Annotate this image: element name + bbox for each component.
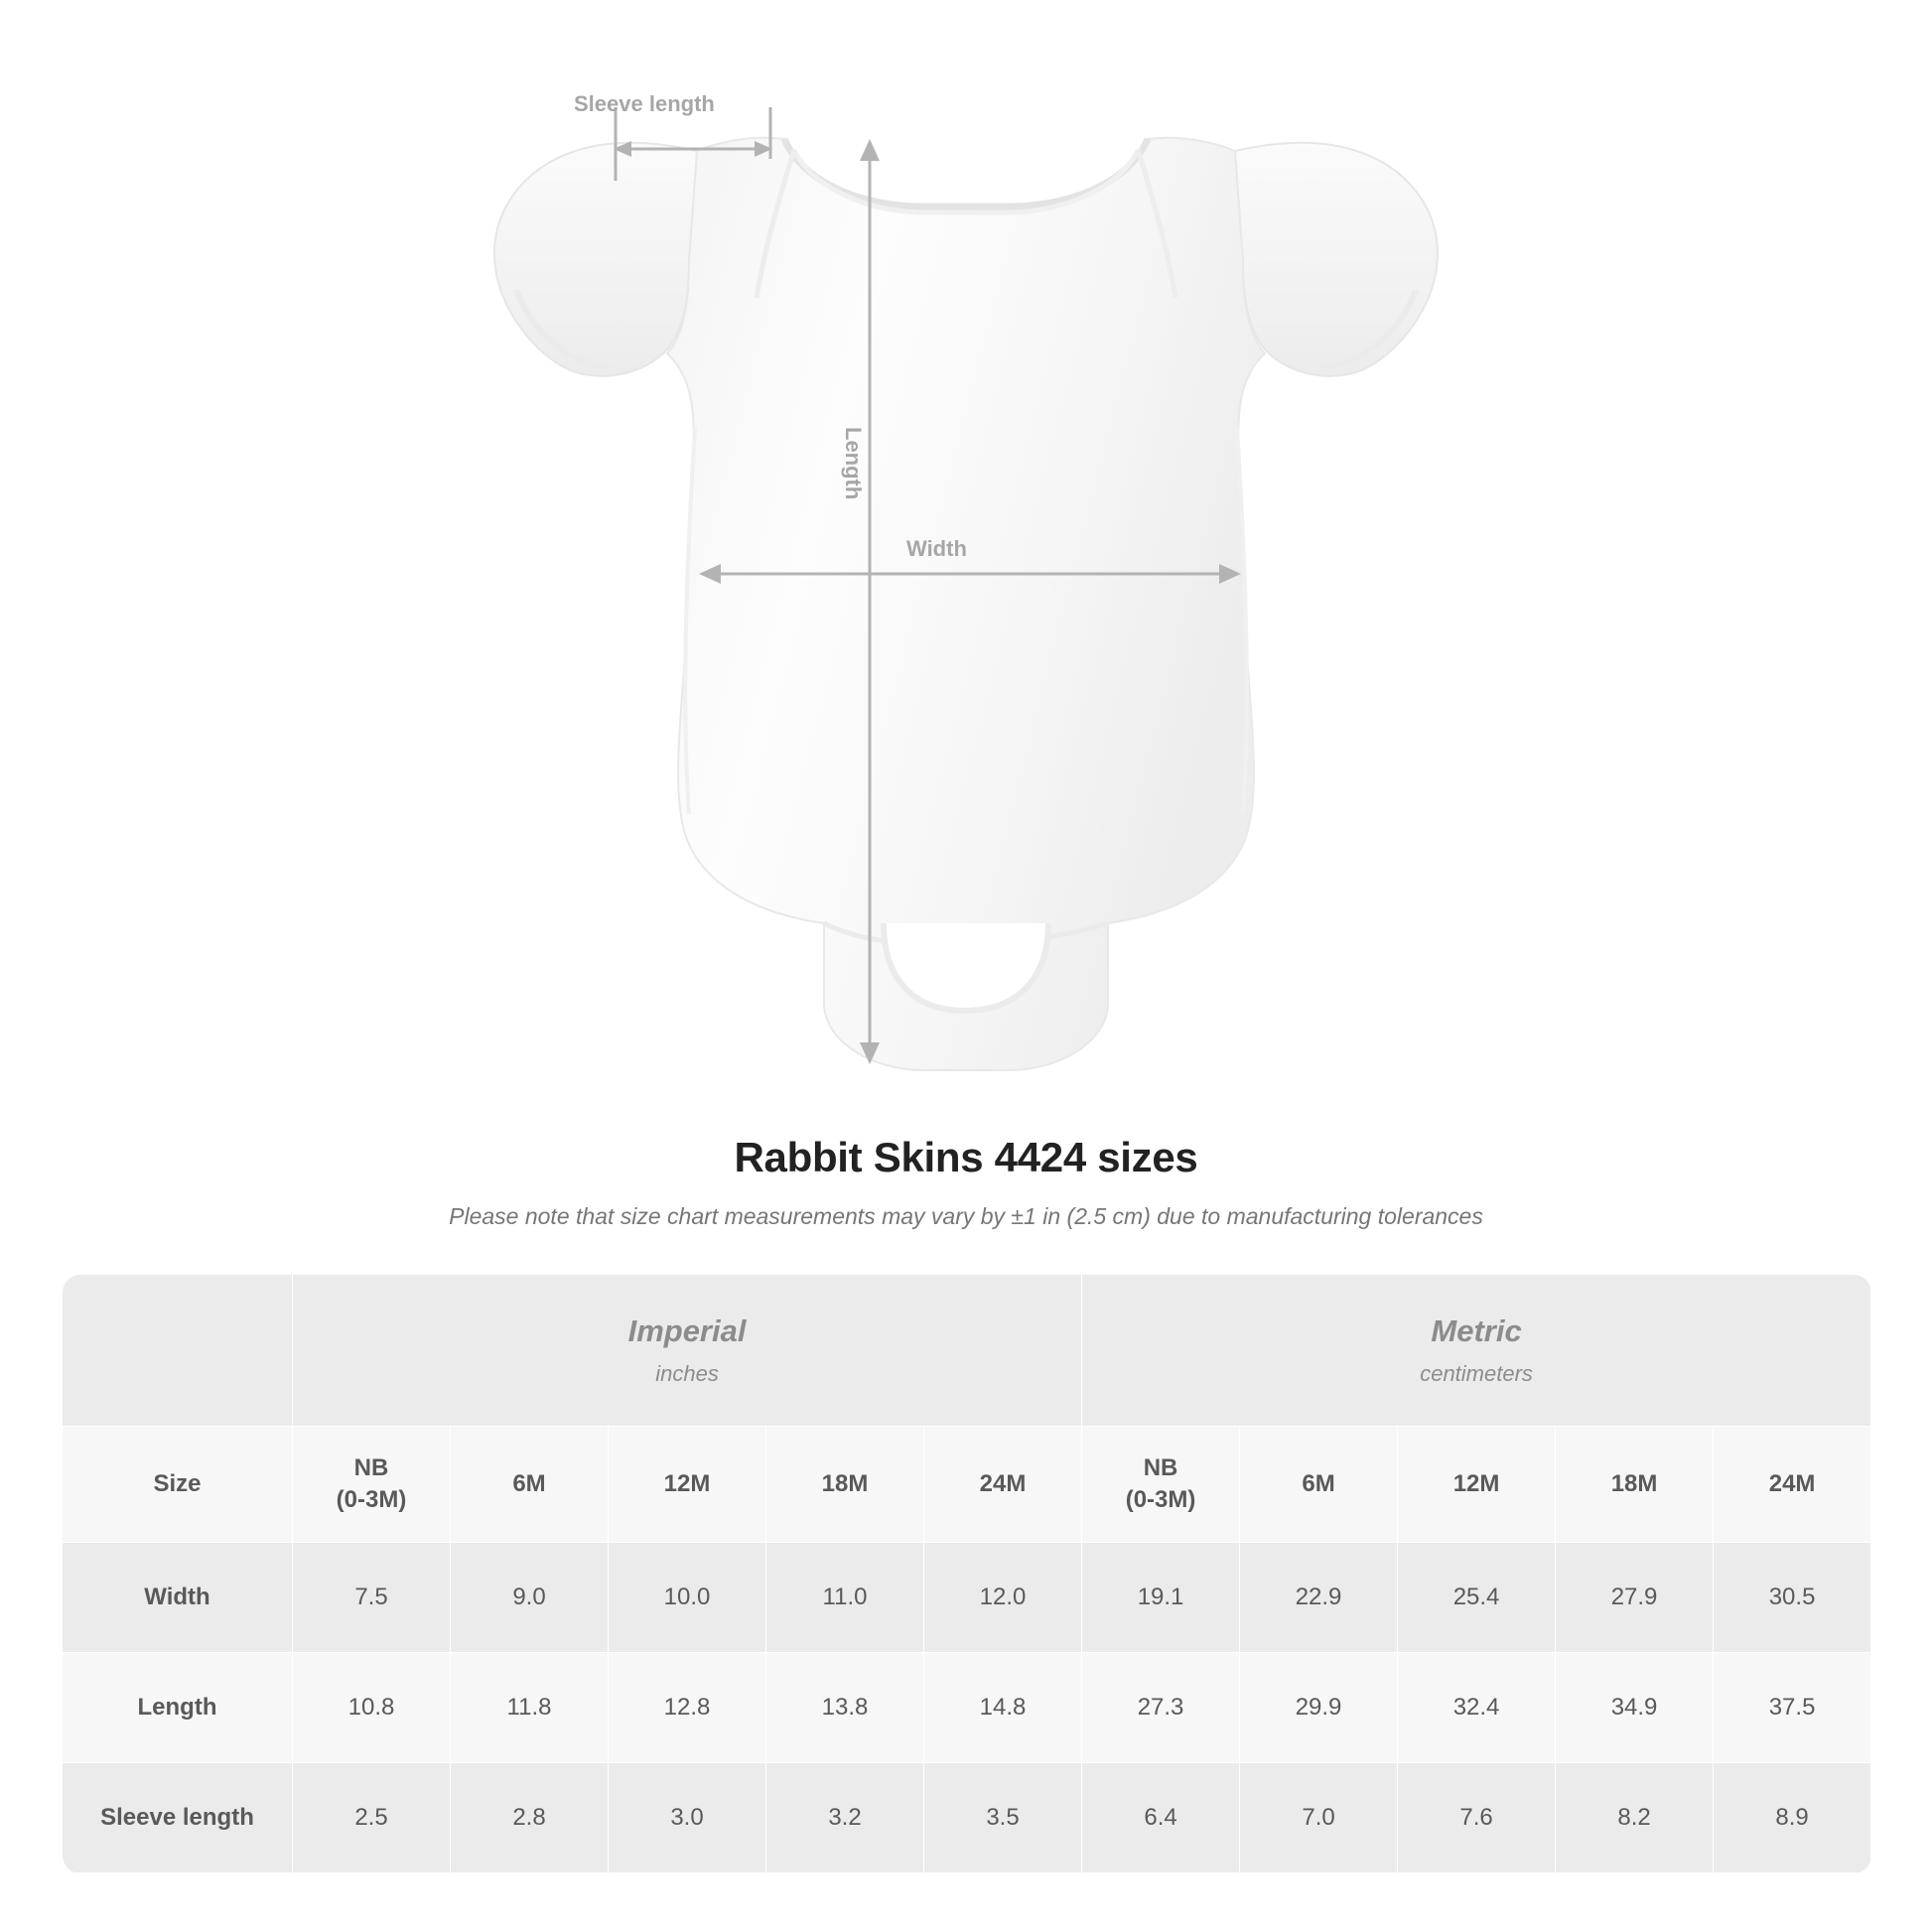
column-header-line1: NB <box>1143 1453 1178 1481</box>
row-label-sleeve-length: Sleeve length <box>63 1763 293 1873</box>
unit-group-imperial-sub: inches <box>655 1361 719 1386</box>
cell-width-18m-cm: 27.9 <box>1556 1543 1714 1653</box>
unit-group-imperial-name: Imperial <box>627 1313 747 1348</box>
unit-header-row <box>63 1275 1871 1427</box>
column-header-12m-metric: 12M <box>1398 1427 1556 1543</box>
table-row <box>63 1653 1871 1763</box>
cell-width-24m-in: 12.0 <box>924 1543 1082 1653</box>
cell-length-nb-cm: 27.3 <box>1082 1653 1240 1763</box>
length-label: Length <box>841 427 866 500</box>
unit-group-metric <box>1082 1275 1871 1427</box>
cell-sleeve-24m-in: 3.5 <box>924 1763 1082 1873</box>
table-row <box>63 1763 1871 1873</box>
column-header-24m-imperial: 24M <box>924 1427 1082 1543</box>
size-header-label: Size <box>63 1427 293 1543</box>
table-corner-cell <box>63 1275 293 1427</box>
cell-length-nb-in: 10.8 <box>293 1653 451 1763</box>
cell-width-6m-in: 9.0 <box>451 1543 609 1653</box>
sleeve-length-label: Sleeve length <box>574 91 715 116</box>
cell-width-12m-cm: 25.4 <box>1398 1543 1556 1653</box>
cell-sleeve-12m-cm: 7.6 <box>1398 1763 1556 1873</box>
column-header-line1: NB <box>353 1453 389 1481</box>
table-row <box>63 1543 1871 1653</box>
column-header-nb-imperial <box>293 1427 451 1543</box>
cell-sleeve-nb-in: 2.5 <box>293 1763 451 1873</box>
cell-width-24m-cm: 30.5 <box>1714 1543 1871 1653</box>
page-title: Rabbit Skins 4424 sizes <box>734 1134 1198 1180</box>
unit-group-imperial <box>293 1275 1082 1427</box>
cell-length-24m-cm: 37.5 <box>1714 1653 1871 1763</box>
cell-length-6m-cm: 29.9 <box>1240 1653 1398 1763</box>
cell-length-6m-in: 11.8 <box>451 1653 609 1763</box>
cell-sleeve-12m-in: 3.0 <box>609 1763 766 1873</box>
column-header-12m-imperial: 12M <box>609 1427 766 1543</box>
cell-sleeve-nb-cm: 6.4 <box>1082 1763 1240 1873</box>
cell-width-nb-in: 7.5 <box>293 1543 451 1653</box>
left-sleeve <box>494 143 697 376</box>
cell-length-12m-cm: 32.4 <box>1398 1653 1556 1763</box>
cell-sleeve-6m-in: 2.8 <box>451 1763 609 1873</box>
size-header-row <box>63 1427 1871 1543</box>
cell-width-6m-cm: 22.9 <box>1240 1543 1398 1653</box>
cell-width-18m-in: 11.0 <box>766 1543 924 1653</box>
right-sleeve <box>1235 143 1438 376</box>
column-header-24m-metric: 24M <box>1714 1427 1871 1543</box>
column-header-nb-metric <box>1082 1427 1240 1543</box>
cell-width-nb-cm: 19.1 <box>1082 1543 1240 1653</box>
column-header-line2: (0-3M) <box>336 1486 407 1513</box>
title-block <box>0 1134 1932 1230</box>
column-header-line2: (0-3M) <box>1125 1486 1196 1513</box>
cell-length-24m-in: 14.8 <box>924 1653 1082 1763</box>
cell-length-18m-cm: 34.9 <box>1556 1653 1714 1763</box>
unit-group-metric-sub: centimeters <box>1420 1361 1533 1386</box>
page-subtitle: Please note that size chart measurements may vary by ±1 in (2.5 cm) due to manufacturing tolerances <box>449 1203 1483 1229</box>
row-label-length: Length <box>63 1653 293 1763</box>
row-label-width: Width <box>63 1543 293 1653</box>
size-table-wrapper <box>62 1274 1870 1873</box>
column-header-6m-imperial: 6M <box>451 1427 609 1543</box>
size-table <box>62 1274 1871 1873</box>
column-header-18m-metric: 18M <box>1556 1427 1714 1543</box>
column-header-18m-imperial: 18M <box>766 1427 924 1543</box>
cell-sleeve-18m-cm: 8.2 <box>1556 1763 1714 1873</box>
cell-sleeve-24m-cm: 8.9 <box>1714 1763 1871 1873</box>
cell-length-12m-in: 12.8 <box>609 1653 766 1763</box>
cell-width-12m-in: 10.0 <box>609 1543 766 1653</box>
width-label: Width <box>906 536 967 561</box>
cell-length-18m-in: 13.8 <box>766 1653 924 1763</box>
cell-sleeve-6m-cm: 7.0 <box>1240 1763 1398 1873</box>
cell-sleeve-18m-in: 3.2 <box>766 1763 924 1873</box>
unit-group-metric-name: Metric <box>1431 1313 1522 1348</box>
column-header-6m-metric: 6M <box>1240 1427 1398 1543</box>
